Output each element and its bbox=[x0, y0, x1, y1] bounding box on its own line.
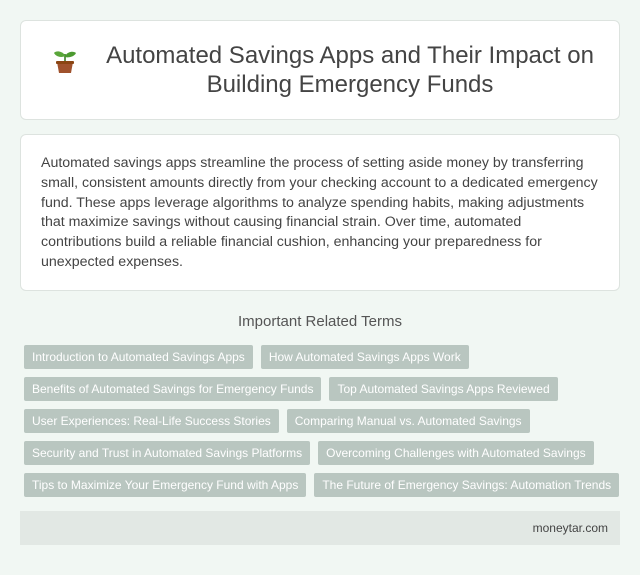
related-term-tag[interactable]: User Experiences: Real-Life Success Stories bbox=[24, 409, 279, 433]
related-term-tag[interactable]: Benefits of Automated Savings for Emergency Funds bbox=[24, 377, 321, 401]
related-term-tag[interactable]: The Future of Emergency Savings: Automation Trends bbox=[314, 473, 619, 497]
page-title: Automated Savings Apps and Their Impact on Building Emergency Funds bbox=[106, 42, 594, 98]
related-term-tag[interactable]: Overcoming Challenges with Automated Savings bbox=[318, 441, 593, 465]
tag-row bbox=[24, 345, 624, 369]
related-term-tag[interactable]: How Automated Savings Apps Work bbox=[261, 345, 469, 369]
related-terms-heading: Important Related Terms bbox=[238, 313, 402, 330]
related-term-tag[interactable]: Tips to Maximize Your Emergency Fund with Apps bbox=[24, 473, 306, 497]
tag-row bbox=[24, 409, 624, 433]
tag-row bbox=[24, 377, 624, 401]
related-terms-list bbox=[24, 345, 624, 505]
title-card bbox=[20, 20, 620, 120]
tag-row bbox=[24, 473, 624, 497]
related-term-tag[interactable]: Comparing Manual vs. Automated Savings bbox=[287, 409, 530, 433]
article-card bbox=[20, 134, 620, 291]
related-term-tag[interactable]: Top Automated Savings Apps Reviewed bbox=[329, 377, 557, 401]
tag-row bbox=[24, 441, 624, 465]
footer bbox=[20, 511, 620, 545]
seedling-icon bbox=[51, 47, 79, 75]
site-name[interactable]: moneytar.com bbox=[532, 521, 608, 535]
related-term-tag[interactable]: Introduction to Automated Savings Apps bbox=[24, 345, 253, 369]
related-term-tag[interactable]: Security and Trust in Automated Savings Platforms bbox=[24, 441, 310, 465]
article-body: Automated savings apps streamline the process of setting aside money by transferring small, consistent amounts directly from your checking account to a dedicated emergency fund. These apps leverage algorithms to analyze spending habits, making adjustments that maximize savings without causing financial strain. Over time, automated contributions build a reliable financial cushion, enhancing your preparedness for unexpected expenses. bbox=[41, 155, 598, 270]
